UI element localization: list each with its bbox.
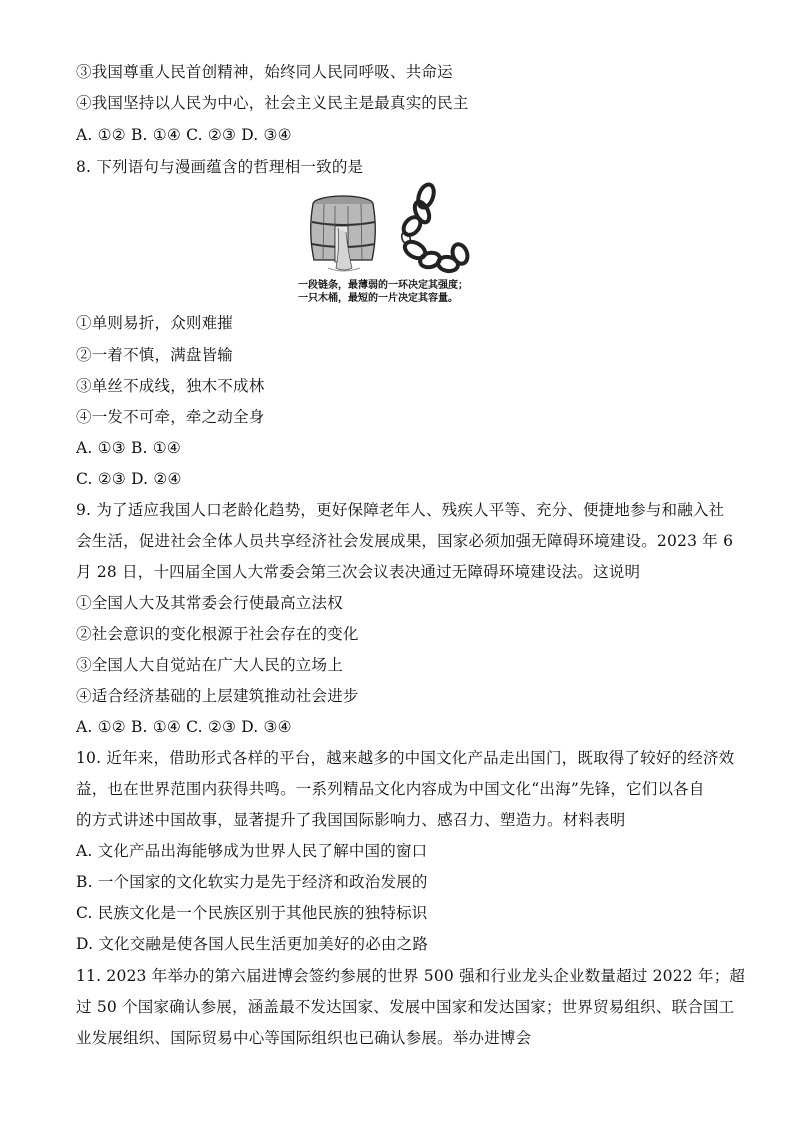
option-line: ④适合经济基础的上层建筑推动社会进步	[76, 687, 359, 705]
answer-choices: C. ②③ D. ②④	[76, 470, 182, 488]
answer-option-b: B. 一个国家的文化软实力是先于经济和政治发展的	[76, 873, 428, 891]
question-9-stem: 月 28 日，十四届全国人大常委会第三次会议表决通过无障碍环境建设法。这说明	[76, 563, 641, 581]
question-10-stem: 益，也在世界范围内获得共鸣。一系列精品文化内容成为中国文化“出海”先锋，它们以各自	[76, 780, 705, 798]
answer-choices: A. ①② B. ①④ C. ②③ D. ③④	[76, 718, 292, 736]
option-line: ③全国人大自觉站在广大人民的立场上	[76, 656, 343, 674]
answer-choices: A. ①③ B. ①④	[76, 439, 182, 457]
question-11-stem: 过 50 个国家确认参展，涵盖最不发达国家、发展中国家和发达国家；世界贸易组织、联合国工	[76, 998, 735, 1016]
answer-option-d: D. 文化交融是使各国人民生活更加美好的必由之路	[76, 935, 429, 953]
figure-caption: 一段链条，最薄弱的一环决定其强度；	[298, 280, 468, 291]
figure-caption: 一只木桶，最短的一片决定其容量。	[298, 293, 458, 304]
question-11-stem: 业发展组织、国际贸易中心等国际组织也已确认参展。举办进博会	[76, 1029, 532, 1047]
option-line: ④我国坚持以人民为中心，社会主义民主是最真实的民主	[76, 94, 469, 112]
option-line: ③单丝不成线，独木不成林	[76, 377, 265, 395]
option-line: ①全国人大及其常委会行使最高立法权	[76, 594, 343, 612]
barrel-icon	[311, 196, 376, 271]
answer-choices: A. ①② B. ①④ C. ②③ D. ③④	[76, 126, 292, 144]
option-line: ④一发不可牵，牵之动全身	[76, 408, 265, 426]
question-9-stem: 会生活，促进社会全体人员共享经济社会发展成果，国家必须加强无障碍环境建设。2023 年 6	[76, 532, 734, 550]
chain-icon	[400, 182, 470, 272]
barrel-and-chain-illustration	[298, 182, 498, 277]
question-11-stem: 11. 2023 年举办的第六届进博会签约参展的世界 500 强和行业龙头企业数量超过 2022 年；超	[76, 967, 746, 985]
option-line: ②社会意识的变化根源于社会存在的变化	[76, 625, 359, 643]
option-line: ②一着不慎，满盘皆输	[76, 346, 234, 364]
question-10-stem: 10. 近年来，借助形式各样的平台，越来越多的中国文化产品走出国门，既取得了较好的经济效	[76, 749, 735, 767]
option-line: ①单则易折，众则难摧	[76, 314, 234, 332]
question-8-stem: 8. 下列语句与漫画蕴含的哲理相一致的是	[76, 158, 364, 176]
question-10-stem: 的方式讲述中国故事，显著提升了我国国际影响力、感召力、塑造力。材料表明	[76, 811, 626, 829]
answer-option-c: C. 民族文化是一个民族区别于其他民族的独特标识	[76, 904, 428, 922]
answer-option-a: A. 文化产品出海能够成为世界人民了解中国的窗口	[76, 842, 428, 860]
option-line: ③我国尊重人民首创精神，始终同人民同呼吸、共命运	[76, 63, 453, 81]
question-9-stem: 9. 为了适应我国人口老龄化趋势，更好保障老年人、残疾人平等、充分、便捷地参与和融入社	[76, 501, 725, 519]
